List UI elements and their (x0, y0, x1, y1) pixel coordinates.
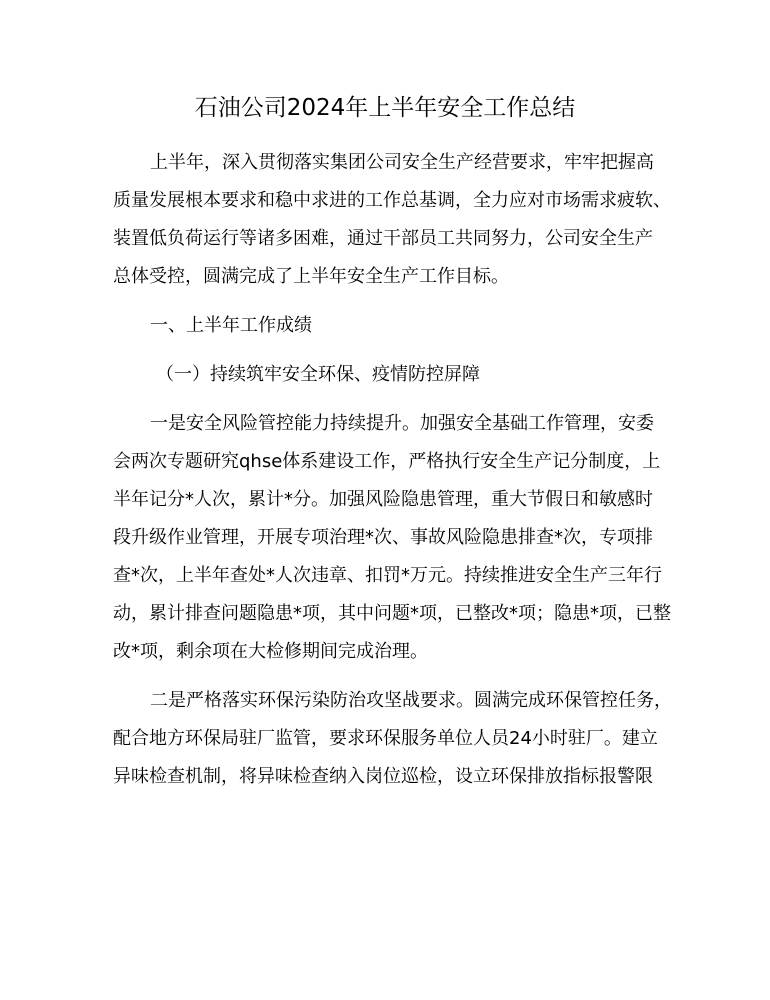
paragraph-line: 查*次，上半年查处*人次违章、扣罚*万元。持续推进安全生产三年行 (113, 565, 662, 586)
subsection-heading (113, 356, 658, 394)
subsection-heading-text: （一）持续筑牢安全环保、疫情防控屏障 (156, 364, 480, 385)
paragraph-risk-control (113, 405, 671, 671)
paragraph-line: 质量发展根本要求和稳中求进的工作总基调，全力应对市场需求疲软、 (113, 190, 671, 211)
paragraph-line: 配合地方环保局驻厂监管，要求环保服务单位人员24小时驻厂。建立 (113, 728, 658, 749)
paragraph-line: 改*项，剩余项在大检修期间完成治理。 (113, 641, 428, 662)
paragraph-line: 上半年，深入贯彻落实集团公司安全生产经营要求，牢牢把握高 (150, 152, 654, 173)
section-heading (113, 307, 658, 345)
paragraph-line: 段升级作业管理，开展专项治理*次、事故风险隐患排查*次，专项排 (113, 527, 653, 548)
paragraph-line: 二是严格落实环保污染防治攻坚战要求。圆满完成环保管控任务， (150, 690, 672, 711)
paragraph-line: 异味检查机制，将异味检查纳入岗位巡检，设立环保排放指标报警限 (113, 766, 653, 787)
paragraph-line: 会两次专题研究qhse体系建设工作，严格执行安全生产记分制度，上 (113, 451, 661, 472)
document-body (113, 144, 672, 807)
paragraph-line: 总体受控，圆满完成了上半年安全生产工作目标。 (113, 266, 509, 287)
paragraph-line: 一是安全风险管控能力持续提升。加强安全基础工作管理，安委 (150, 413, 654, 434)
paragraph-intro (113, 144, 671, 296)
paragraph-environment (113, 682, 672, 796)
section-heading-text: 一、上半年工作成绩 (150, 315, 312, 336)
paragraph-line: 装置低负荷运行等诸多困难，通过干部员工共同努力，公司安全生产 (113, 228, 653, 249)
document-title: 石油公司2024年上半年安全工作总结 (194, 95, 576, 121)
paragraph-line: 半年记分*人次，累计*分。加强风险隐患管理，重大节假日和敏感时 (113, 489, 653, 510)
paragraph-line: 动，累计排查问题隐患*项，其中问题*项，已整改*项；隐患*项，已整 (113, 603, 671, 624)
